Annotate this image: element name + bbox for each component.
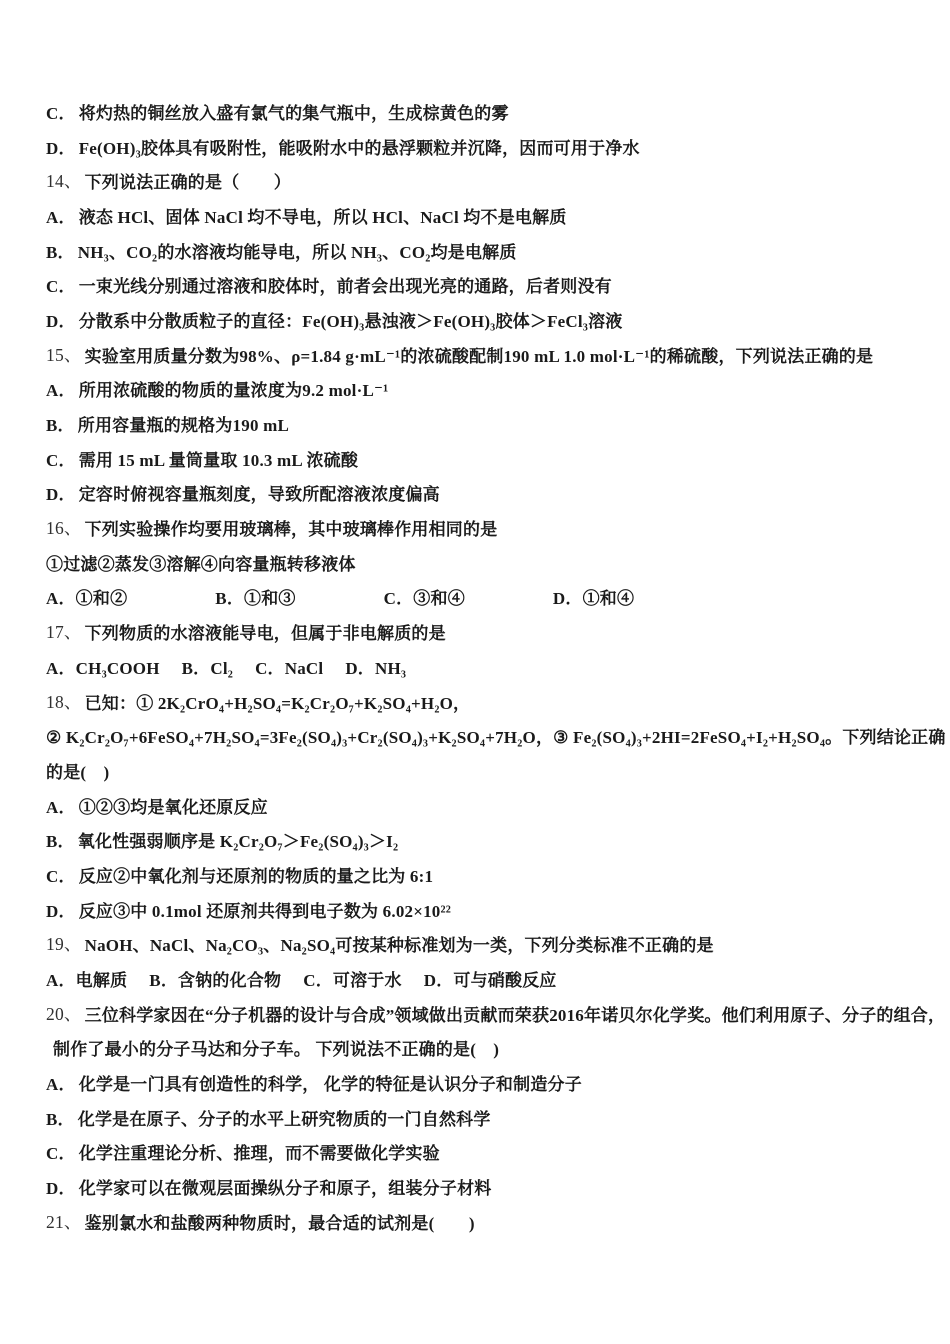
line-label: A． (46, 1075, 76, 1095)
line-text: 三位科学家因在“分子机器的设计与合成”领域做出贡献而荣获2016年诺贝尔化学奖。他们利用原子、分子的组合， (84, 1005, 946, 1025)
line-label: D． (46, 1179, 76, 1199)
line-label: 17、 (46, 622, 82, 643)
line-label: C． (46, 866, 76, 886)
line-label: D． (46, 901, 76, 921)
text-line (46, 1031, 922, 1066)
choices-line (46, 961, 922, 996)
text-line (46, 545, 922, 580)
option-line (46, 302, 922, 337)
line-label: D． (46, 138, 76, 158)
line-label: C． (46, 277, 76, 297)
choice-item: B．Cl₂ (181, 658, 234, 678)
line-label: A． (46, 381, 76, 401)
choices-line (46, 580, 922, 615)
line-label: A． (46, 797, 76, 817)
line-text: NaOH、NaCl、Na₂CO₃、Na₂SO₄可按某种标准划为一类，下列分类标准不正确的是 (84, 936, 714, 956)
option-line (46, 822, 922, 857)
choice-item: B．含钠的化合物 (149, 971, 282, 991)
option-line (46, 1065, 922, 1100)
line-text: 化学是在原子、分子的水平上研究物质的一门自然科学 (77, 1109, 491, 1129)
choices-line (46, 649, 922, 684)
line-text: 液态 HCl、固体 NaCl 均不导电，所以 HCl、NaCl 均不是电解质 (78, 207, 567, 227)
option-line (46, 198, 922, 233)
option-line (46, 94, 922, 129)
line-text: NH₃、CO₂的水溶液均能导电，所以 NH₃、CO₂均是电解质 (77, 242, 517, 262)
option-line (46, 476, 922, 511)
option-line (46, 129, 922, 164)
choice-item: A．①和② (46, 589, 128, 609)
line-text: Fe(OH)₃胶体具有吸附性，能吸附水中的悬浮颗粒并沉降，因而可用于净水 (78, 138, 640, 158)
line-text: 定容时俯视容量瓶刻度，导致所配溶液浓度偏高 (78, 485, 440, 505)
line-label: C． (46, 1144, 76, 1164)
choice-item: B．①和③ (215, 589, 296, 609)
line-text: 反应③中 0.1mol 还原剂共得到电子数为 6.02×10²² (78, 901, 452, 921)
question-line (46, 1204, 922, 1239)
line-label: 15、 (46, 344, 82, 365)
option-line (46, 267, 922, 302)
line-text: 实验室用质量分数为98%、ρ=1.84 g·mL⁻¹的浓硫酸配制190 mL 1.0 mol·L⁻¹的稀硫酸，下列说法正确的是 (84, 346, 874, 366)
choice-item: D．①和④ (552, 589, 635, 609)
line-text: 化学家可以在微观层面操纵分子和原子，组装分子材料 (78, 1179, 492, 1199)
question-line (46, 684, 922, 719)
line-label: B． (46, 416, 75, 436)
option-line (46, 857, 922, 892)
text-line (46, 718, 946, 753)
line-label: B． (46, 832, 75, 852)
line-text: 鉴别氯水和盐酸两种物质时，最合适的试剂是( ) (84, 1213, 475, 1233)
option-line (46, 1100, 922, 1135)
option-line (46, 788, 922, 823)
option-line (46, 1169, 922, 1204)
line-label: A． (46, 207, 76, 227)
question-line (46, 510, 922, 545)
question-line (46, 927, 922, 962)
line-label: C． (46, 450, 76, 470)
line-label: C． (46, 103, 76, 123)
line-label: D． (46, 311, 76, 331)
line-text: 的是( ) (46, 762, 110, 782)
line-text: 下列物质的水溶液能导电，但属于非电解质的是 (84, 624, 446, 644)
line-label: 20、 (46, 1003, 82, 1024)
line-text: 化学是一门具有创造性的科学， 化学的特征是认识分子和制造分子 (78, 1075, 582, 1095)
choice-item: A．电解质 (46, 971, 128, 991)
choice-item: A．CH₃COOH (46, 658, 160, 678)
choice-item: C．NaCl (255, 658, 324, 678)
line-label: B． (46, 1109, 75, 1129)
line-text: 反应②中氧化剂与还原剂的物质的量之比为 6:1 (78, 866, 434, 886)
line-text: ①②③均是氧化还原反应 (78, 797, 268, 817)
option-line (46, 1135, 922, 1170)
question-line (46, 614, 922, 649)
question-line (46, 337, 922, 372)
line-label: 16、 (46, 518, 82, 539)
line-text: ①过滤②蒸发③溶解④向容量瓶转移液体 (46, 554, 356, 574)
line-text: 氧化性强弱顺序是 K₂Cr₂O₇＞Fe₂(SO₄)₃＞I₂ (77, 832, 399, 852)
option-line (46, 892, 922, 927)
line-text: 需用 15 mL 量筒量取 10.3 mL 浓硫酸 (78, 450, 359, 470)
line-label: D． (46, 485, 76, 505)
option-line (46, 441, 922, 476)
line-text: 所用浓硫酸的物质的量浓度为9.2 mol·L⁻¹ (78, 381, 389, 401)
line-text: 将灼热的铜丝放入盛有氯气的集气瓶中，生成棕黄色的雾 (78, 103, 509, 123)
line-label: B． (46, 242, 75, 262)
line-text: 化学注重理论分析、推理，而不需要做化学实验 (78, 1144, 440, 1164)
line-text: 下列实验操作均要用玻璃棒，其中玻璃棒作用相同的是 (84, 520, 498, 540)
line-text: 分散系中分散质粒子的直径：Fe(OH)₃悬浊液＞Fe(OH)₃胶体＞FeCl₃溶液 (78, 311, 623, 331)
option-line (46, 372, 922, 407)
line-text: 一束光线分别通过溶液和胶体时，前者会出现光亮的通路，后者则没有 (78, 277, 612, 297)
option-line (46, 233, 922, 268)
choice-item: C．③和④ (383, 589, 465, 609)
choice-item: D．可与硝酸反应 (423, 971, 557, 991)
line-text: 所用容量瓶的规格为190 mL (77, 416, 289, 436)
line-label: 19、 (46, 934, 82, 955)
line-label: 21、 (46, 1211, 82, 1232)
text-line (46, 753, 922, 788)
line-text: 制作了最小的分子马达和分子车。 下列说法不正确的是( ) (53, 1040, 500, 1060)
question-line (46, 996, 946, 1031)
question-line (46, 163, 922, 198)
line-text: ② K₂Cr₂O₇+6FeSO₄+7H₂SO₄=3Fe₂(SO₄)₃+Cr₂(SO₄)₃+K₂SO₄+7H₂O，③ Fe₂(SO₄)₃+2HI=2FeSO₄+I₂+H₂SO₄。下列结论正确 (46, 728, 946, 748)
line-text: 下列说法正确的是（ ） (84, 173, 292, 193)
choice-item: C．可溶于水 (303, 971, 402, 991)
line-label: 18、 (46, 691, 82, 712)
line-text: 已知：① 2K₂CrO₄+H₂SO₄=K₂Cr₂O₇+K₂SO₄+H₂O， (84, 693, 471, 713)
line-label: 14、 (46, 171, 82, 192)
choice-item: D．NH₃ (345, 658, 407, 678)
option-line (46, 406, 922, 441)
